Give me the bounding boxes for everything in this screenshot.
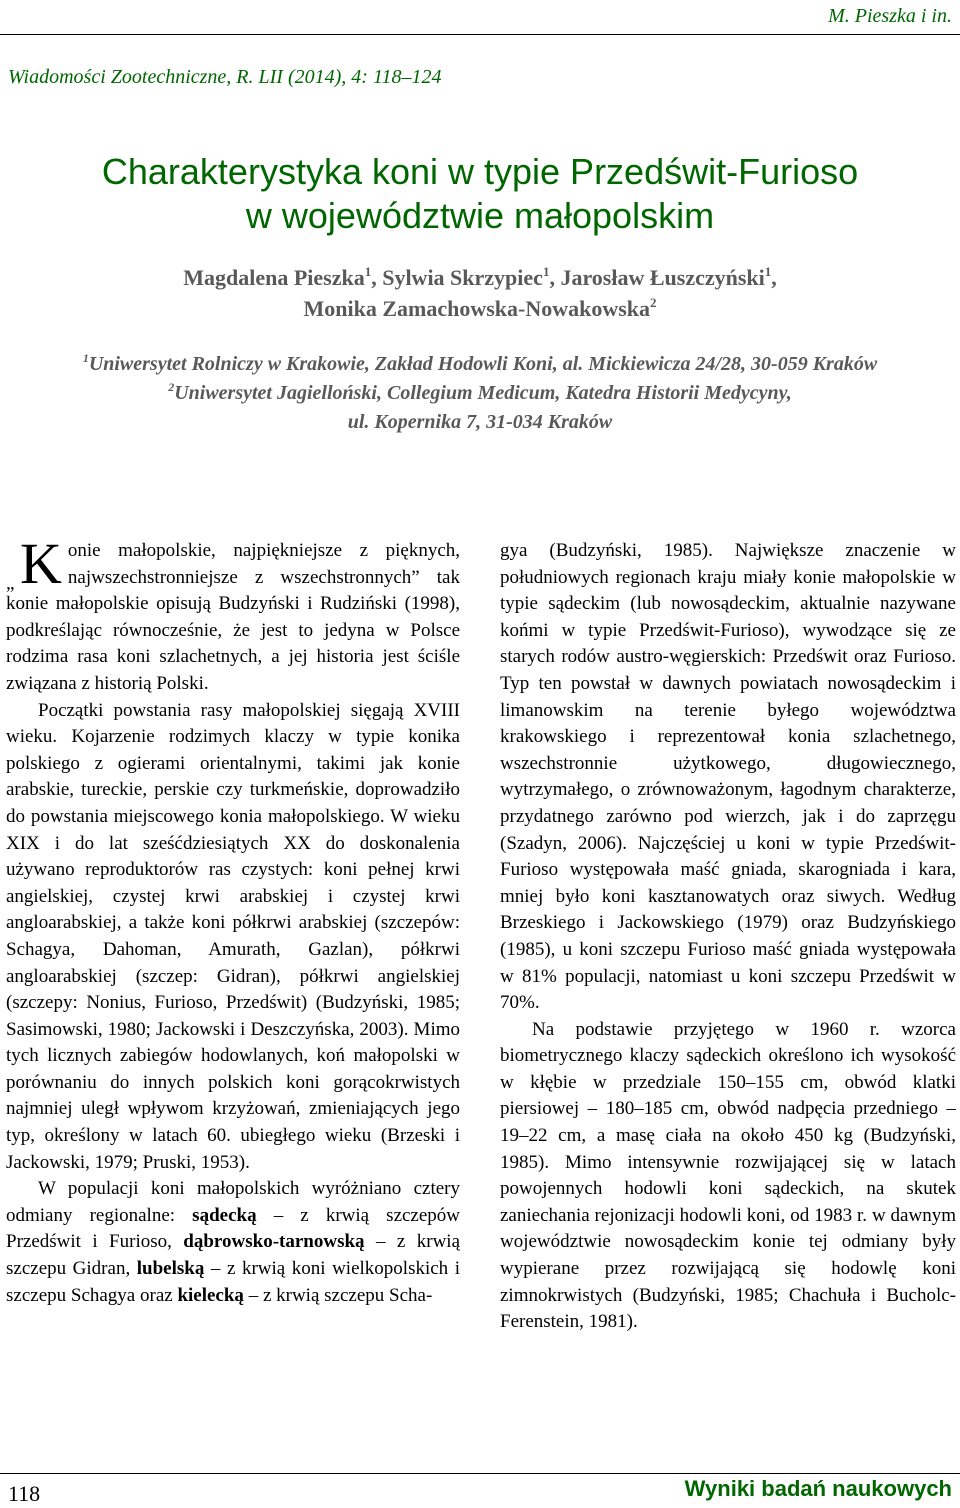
affiliation-1 [0, 350, 960, 379]
body-column-right [500, 538, 956, 1336]
title-line-1: Charakterystyka koni w typie Przedświt-Furioso [101, 151, 859, 192]
bold-term: sądecką [192, 1204, 257, 1226]
authors-line-1: Magdalena Pieszka$^1$, Sylwia Skrzypiec$^1$, Jarosław Łuszczyński$^1$, [183, 264, 777, 290]
article-title [0, 150, 960, 238]
header-rule [0, 34, 960, 35]
paragraph: Początki powstania rasy małopolskiej sięgają XVIII wieku. Kojarzenie rodzimych klaczy w typie konika polskiego z ogierami orientalnymi, takimi jak konie arabskie, tureckie, perskie czy turkmeńskie, doprowadziło do powstania miejscowego konia małopolskiego. W wieku XIX i do lat sześćdziesiątych XX do doskonalenia używano reproduktorów ras czystych: koni pełnej krwi angielskiej, czystej krwi arabskiej i czystej krwi angloarabskiej, a także koni półkrwi arabskiej (szczepów: Schagya, Dahoman, Amurath, Gazlan), półkrwi angloarabskiej (szczep: Gidran), półkrwi angielskiej (szczepy: Nonius, Furioso, Przedświt) (Budzyński, 1985; Sasimowski, 1980; Jackowski i Deszczyńska, 2003). Mimo tych licznych zabiegów hodowlanych, koń małopolski w porównaniu do innych polskich koni gorącokrwistych najmniej uległ wpływom krzyżowań, zmieniających jego typ, określony w latach 60. ubiegłego wieku (Brzeski i Jackowski, 1979; Pruski, 1953). [6, 699, 460, 1173]
paragraph-text: – z krwią szczepów Przedświt i Furioso, [6, 1204, 461, 1253]
authors-line-2 [0, 293, 960, 324]
running-head: M. Pieszka i in. [828, 5, 952, 27]
affiliation-marker: 2 [650, 295, 657, 310]
affiliation-2 [0, 379, 960, 408]
author-list [0, 262, 960, 324]
paragraph: Na podstawie przyjętego w 1960 r. wzorca biometrycznego klaczy sądeckich określono ich wysokość w kłębie w przedziale 150–155 cm, obwód klatki piersiowej – 180–185 cm, obwód nadpęcia przedniego – 19–22 cm, a masę ciała na około 450 kg (Budzyński, 1985). Mimo intensywnie rozwijającej się w latach powojennych hodowli koni sądeckich, na skutek zaniechania rejonizacji hodowli koni, od 1983 r. w dawnym województwie nowosądeckim konie tej odmiany były wypierane przez rozwijającą się hodowlę koni zimnokrwistych (Budzyński, 1985; Chachuła i Bucholc-Ferenstein, 1981). [500, 1018, 956, 1333]
author-name: Sylwia Skrzypiec [382, 265, 543, 290]
affiliations [0, 350, 960, 437]
affiliation-2-address: ul. Kopernika 7, 31-034 Kraków [347, 411, 613, 433]
opening-quote: „ [6, 573, 15, 594]
page-number: 118 [8, 1481, 41, 1506]
author-name: Monika Zamachowska-Nowakowska [303, 296, 651, 321]
paragraph-text: – z krwią szczepu Scha- [248, 1284, 433, 1306]
affiliation-marker: 1 [542, 264, 550, 279]
affiliation-text: Uniwersytet Rolniczy w Krakowie, Zakład Hodowli Koni, al. Mickiewicza 24/28, 30-059 Kraków [88, 353, 878, 375]
bold-term: dąbrowsko-tarnowską [183, 1231, 365, 1253]
paragraph [6, 1176, 460, 1309]
drop-cap: K [20, 531, 62, 596]
author-name: Magdalena Pieszka [183, 265, 365, 290]
journal-reference: Wiadomości Zootechniczne, R. LII (2014), 4: 118–124 [8, 66, 442, 88]
affiliation-marker: 1 [364, 264, 372, 279]
section-name: Wyniki badań naukowych [684, 1476, 952, 1501]
paragraph: gya (Budzyński, 1985). Największe znaczenie w południowych regionach kraju miały konie małopolskie w typie sądeckim (lub nowosądeckim, aktualnie nazywane końmi w typie Przedświt-Furioso), wywodzące się ze starych rodów austro-węgierskich: Przedświt oraz Furioso. Typ ten powstał w dawnych powiatach nowosądeckim i limanowskim na terenie byłego województwa krakowskiego i reprezentował konia szlachetnego, wszechstronnie użytkowego, długowiecznego, wytrzymałego, o zrównoważonym, łagodnym charakterze, przydatnego zarówno pod wierzch, jak i do zaprzęgu (Szadyn, 2006). Najczęściej u koni w typie Przedświt-Furioso występowała maść gniada, skarogniada i kara, mniej było koni kasztanowatych oraz siwych. Według Brzeskiego i Jackowskiego (1979) oraz Budzyńskiego (1985), u koni szczepu Furioso maść gniada występowała w 81% populacji, natomiast u koni szczepu Przedświt w 70%. [500, 540, 956, 1014]
bold-term: lubelską [136, 1258, 205, 1280]
affiliation-marker: 1 [82, 351, 89, 365]
body-column-left [6, 531, 461, 1309]
bold-term: kielecką [177, 1284, 244, 1306]
title-line-2: w województwie małopolskim [245, 195, 715, 236]
footer-rule [0, 1473, 960, 1474]
affiliation-marker: 2 [168, 380, 175, 394]
author-name: Jarosław Łuszczyński [560, 265, 765, 290]
paragraph-text: W populacji koni małopolskich wyróżniano cztery odmiany regionalne: [6, 1178, 460, 1226]
paragraph-text: – z krwią szczepu Gidran, [6, 1231, 461, 1280]
paragraph: onie małopolskie, najpiękniejsze z pięknych, najwszechstronniejsze z wszechstronnych” tak konie małopolskie opisują Budzyński i Rudziński (1998), podkreślając równocześnie, że jest to jedyna w Polsce rodzima rasa koni szlachetnych, a jej historia jest ściśle związana z historią Polski. [6, 540, 460, 694]
affiliation-text: Uniwersytet Jagielloński, Collegium Medicum, Katedra Historii Medycyny, [174, 382, 792, 404]
affiliation-marker: 1 [764, 264, 772, 279]
paragraph-text: – z krwią koni wielkopolskich i szczepu Schagya oraz [6, 1258, 461, 1306]
